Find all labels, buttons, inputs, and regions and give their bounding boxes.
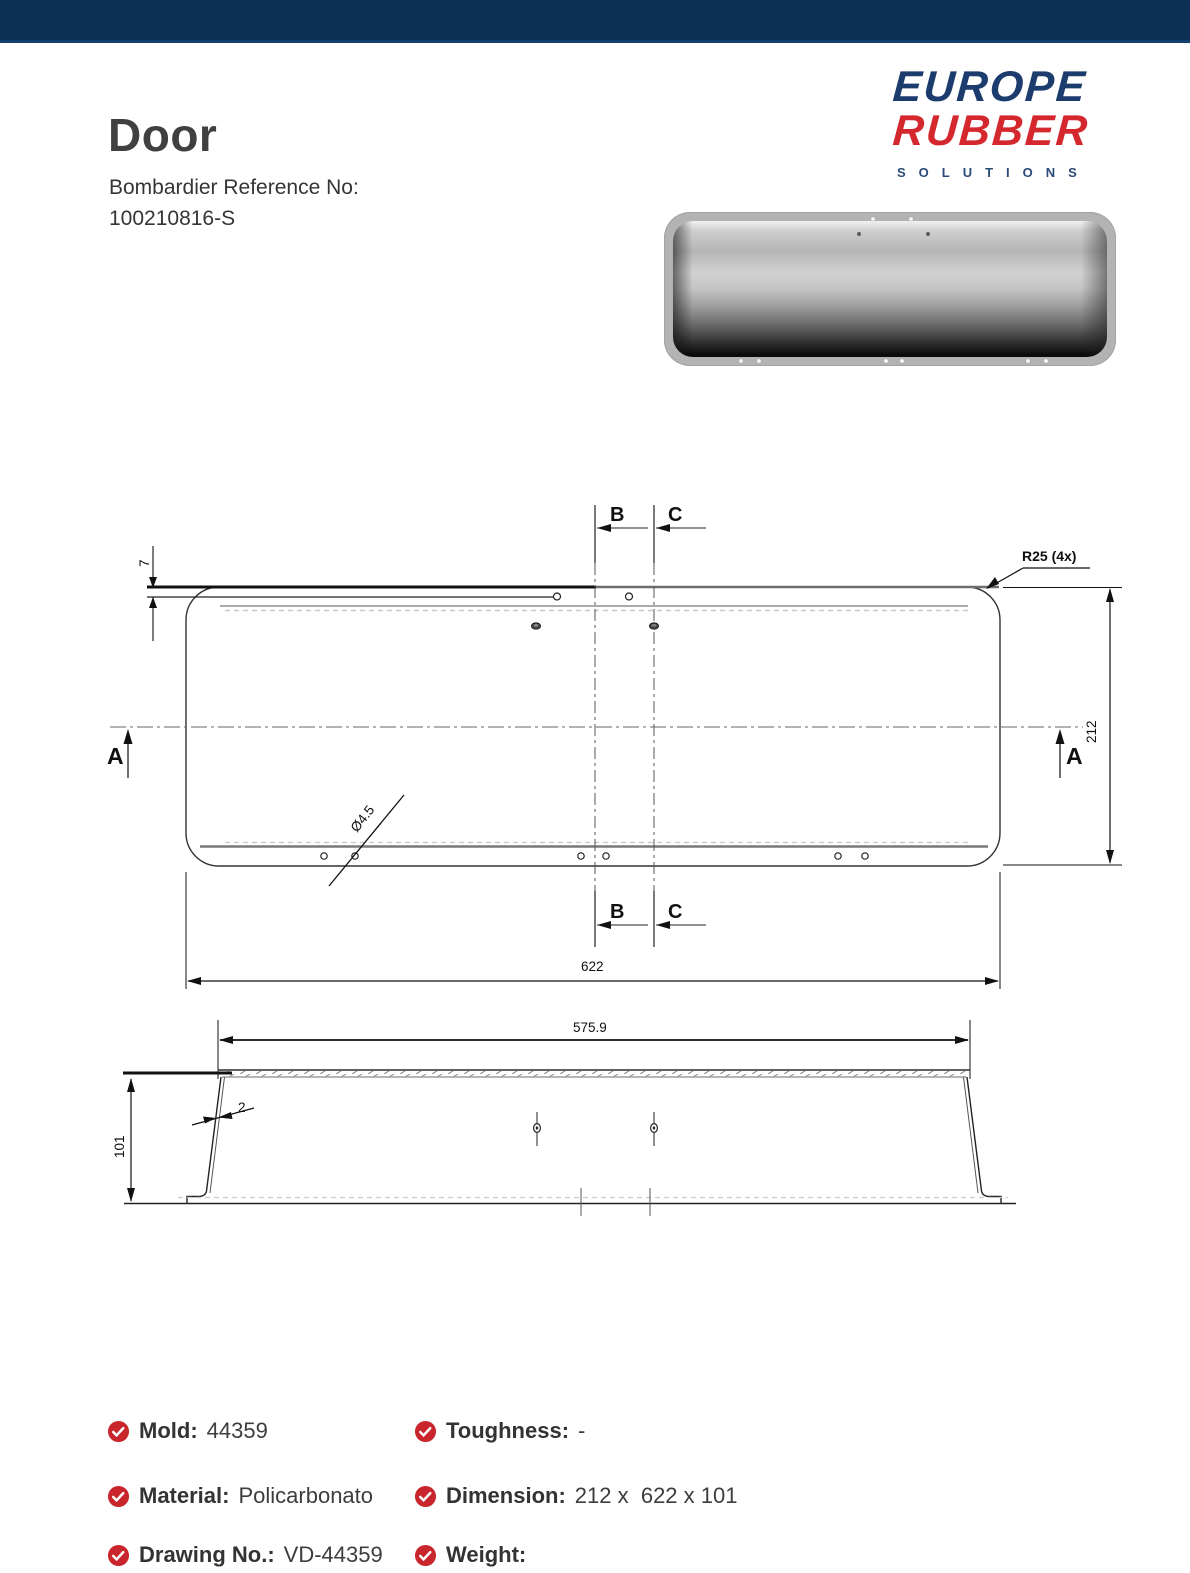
radius-leader [986, 568, 1090, 589]
spec-value: 44359 [206, 1418, 268, 1443]
dim-thickness-label: 2 [238, 1100, 246, 1115]
spec-label: Weight: [446, 1542, 527, 1567]
dim-edge-label: 7 [137, 559, 152, 567]
spec-drawing-no [107, 1542, 383, 1568]
dim-depth-label: 101 [112, 1135, 127, 1158]
dimension-height-212 [1003, 588, 1122, 866]
check-icon [414, 1544, 437, 1567]
check-icon [107, 1485, 130, 1508]
dim-width-label: 622 [581, 959, 604, 974]
spec-value: 212 x 622 x 101 [574, 1483, 738, 1508]
spec-value: VD-44359 [283, 1542, 383, 1567]
check-icon [414, 1420, 437, 1443]
spec-label: Dimension: [446, 1483, 566, 1508]
radius-label: R25 (4x) [1022, 548, 1077, 564]
spec-dimension [414, 1483, 737, 1509]
dim-hole-label: Ø4.5 [347, 802, 378, 835]
check-icon [107, 1420, 130, 1443]
section-label-c-top: C [668, 504, 683, 526]
page-title: Door [108, 109, 218, 161]
section-label-a-right: A [1066, 743, 1083, 769]
spec-weight [414, 1542, 535, 1568]
spec-label: Toughness: [446, 1418, 570, 1443]
logo-word-europe: EUROPE [891, 63, 1089, 111]
spec-value: - [578, 1418, 586, 1443]
spec-label: Mold: [139, 1418, 198, 1443]
spec-material [107, 1483, 373, 1509]
section-lines [595, 505, 706, 947]
dim-inner-width-label: 575.9 [573, 1020, 607, 1035]
dim-height-label: 212 [1084, 720, 1099, 743]
section-view [123, 1020, 1016, 1216]
reference-label: Bombardier Reference No: [109, 176, 359, 199]
check-icon [107, 1544, 130, 1567]
section-label-b-bottom: B [610, 901, 625, 923]
spec-mold [107, 1418, 268, 1444]
spec-value: Policarbonato [238, 1483, 374, 1508]
check-icon [414, 1485, 437, 1508]
section-label-b-top: B [610, 504, 625, 526]
section-label-a-left: A [107, 743, 124, 769]
section-a-arrows [124, 729, 1065, 778]
reference-number: 100210816-S [109, 207, 236, 230]
spec-label: Drawing No.: [139, 1542, 275, 1567]
front-view [110, 587, 1083, 866]
spec-label: Material: [139, 1483, 230, 1508]
section-label-c-bottom: C [668, 901, 683, 923]
logo-word-rubber: RUBBER [891, 107, 1091, 155]
spec-toughness [414, 1418, 585, 1444]
logo-word-solutions: SOLUTIONS [897, 165, 1090, 180]
